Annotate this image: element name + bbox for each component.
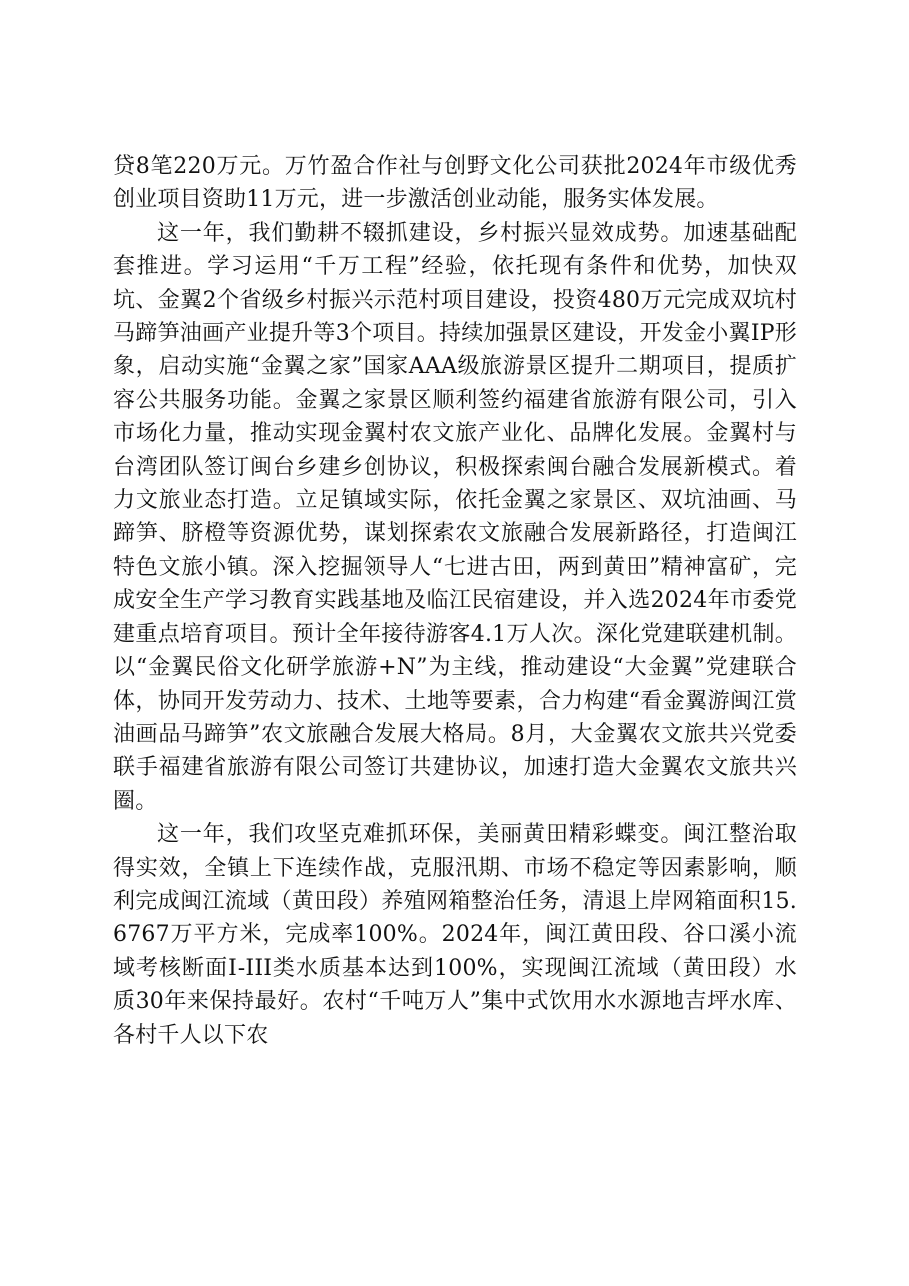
document-body [113, 150, 797, 1052]
paragraph-continuation: 贷8笔220万元。万竹盈合作社与创野文化公司获批2024年市级优秀创业项目资助11万元，进一步激活创业动能，服务实体发展。 [113, 154, 797, 213]
paragraph-environmental-protection: 这一年，我们攻坚克难抓环保，美丽黄田精彩蝶变。闽江整治取得实效，全镇上下连续作战，克服汛期、市场不稳定等因素影响，顺利完成闽江流域（黄田段）养殖网箱整治任务，清退上岸网箱面积15.6767万平方米，完成率100%。2024年，闽江黄田段、谷口溪小流域考核断面Ⅰ-III类水质基本达到100%，实现闽江流域（黄田段）水质30年来保持最好。农村“千吨万人”集中式饮用水水源地吉坪水库、各村千人以下农 [113, 822, 797, 1048]
paragraph-rural-revitalization: 这一年，我们勤耕不辍抓建设，乡村振兴显效成势。加速基础配套推进。学习运用“千万工程”经验，依托现有条件和优势，加快双坑、金翼2个省级乡村振兴示范村项目建设，投资480万元完成双坑村马蹄笋油画产业提升等3个项目。持续加强景区建设，开发金小翼IP形象，启动实施“金翼之家”国家AAA级旅游景区提升二期项目，提质扩容公共服务功能。金翼之家景区顺利签约福建省旅游有限公司，引入市场化力量，推动实现金翼村农文旅产业化、品牌化发展。金翼村与台湾团队签订闽台乡建乡创协议，积极探索闽台融合发展新模式。着力文旅业态打造。立足镇域实际，依托金翼之家景区、双坑油画、马蹄笋、脐橙等资源优势，谋划探索农文旅融合发展新路径，打造闽江特色文旅小镇。深入挖掘领导人“七进古田，两到黄田”精神富矿，完成安全生产学习教育实践基地及临江民宿建设，并入选2024年市委党建重点培育项目。预计全年接待游客4.1万人次。深化党建联建机制。以“金翼民俗文化研学旅游+N”为主线，推动建设“大金翼”党建联合体，协同开发劳动力、技术、土地等要素，合力构建“看金翼游闽江赏油画品马蹄笋”农文旅融合发展大格局。8月，大金翼农文旅共兴党委联手福建省旅游有限公司签订共建协议，加速打造大金翼农文旅共兴圈。 [113, 220, 797, 814]
